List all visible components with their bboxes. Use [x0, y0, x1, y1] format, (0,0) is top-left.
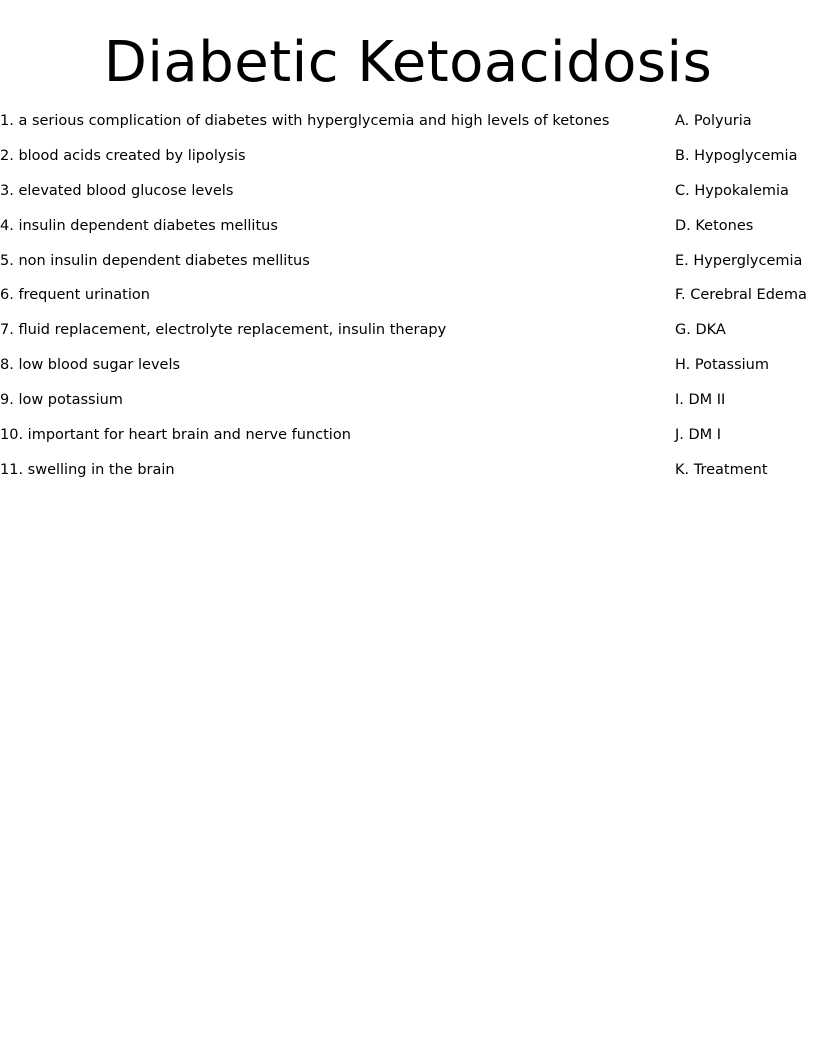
answer-item: D. Ketones	[675, 217, 754, 234]
clue-item: 10. important for heart brain and nerve function	[0, 427, 351, 444]
clue-item: 3. elevated blood glucose levels	[0, 182, 234, 199]
clue-item: 1. a serious complication of diabetes with hyperglycemia and high levels of ketones	[0, 113, 610, 129]
answer-item: C. Hypokalemia	[675, 182, 789, 199]
page-title: Diabetic Ketoacidosis	[103, 30, 713, 95]
clue-item: 6. frequent urination	[0, 287, 150, 304]
clue-item: 2. blood acids created by lipolysis	[0, 147, 246, 164]
answer-item: A. Polyuria	[675, 113, 752, 129]
clue-item: 5. non insulin dependent diabetes mellitus	[0, 252, 310, 269]
clue-item: 4. insulin dependent diabetes mellitus	[0, 217, 278, 234]
answer-item: K. Treatment	[675, 461, 768, 478]
answer-item: E. Hyperglycemia	[675, 252, 803, 269]
clue-item: 11. swelling in the brain	[0, 461, 175, 478]
clue-item: 9. low potassium	[0, 392, 123, 409]
answer-item: B. Hypoglycemia	[675, 147, 798, 164]
answer-item: H. Potassium	[675, 357, 769, 374]
answer-item: F. Cerebral Edema	[675, 287, 807, 304]
answer-item: I. DM II	[675, 392, 726, 409]
answer-list	[675, 111, 816, 495]
clue-item: 8. low blood sugar levels	[0, 357, 181, 374]
clue-item: 7. fluid replacement, electrolyte replacement, insulin therapy	[0, 322, 447, 339]
answer-item: G. DKA	[675, 322, 726, 339]
answer-item: J. DM I	[675, 427, 722, 444]
clue-list	[0, 111, 650, 495]
